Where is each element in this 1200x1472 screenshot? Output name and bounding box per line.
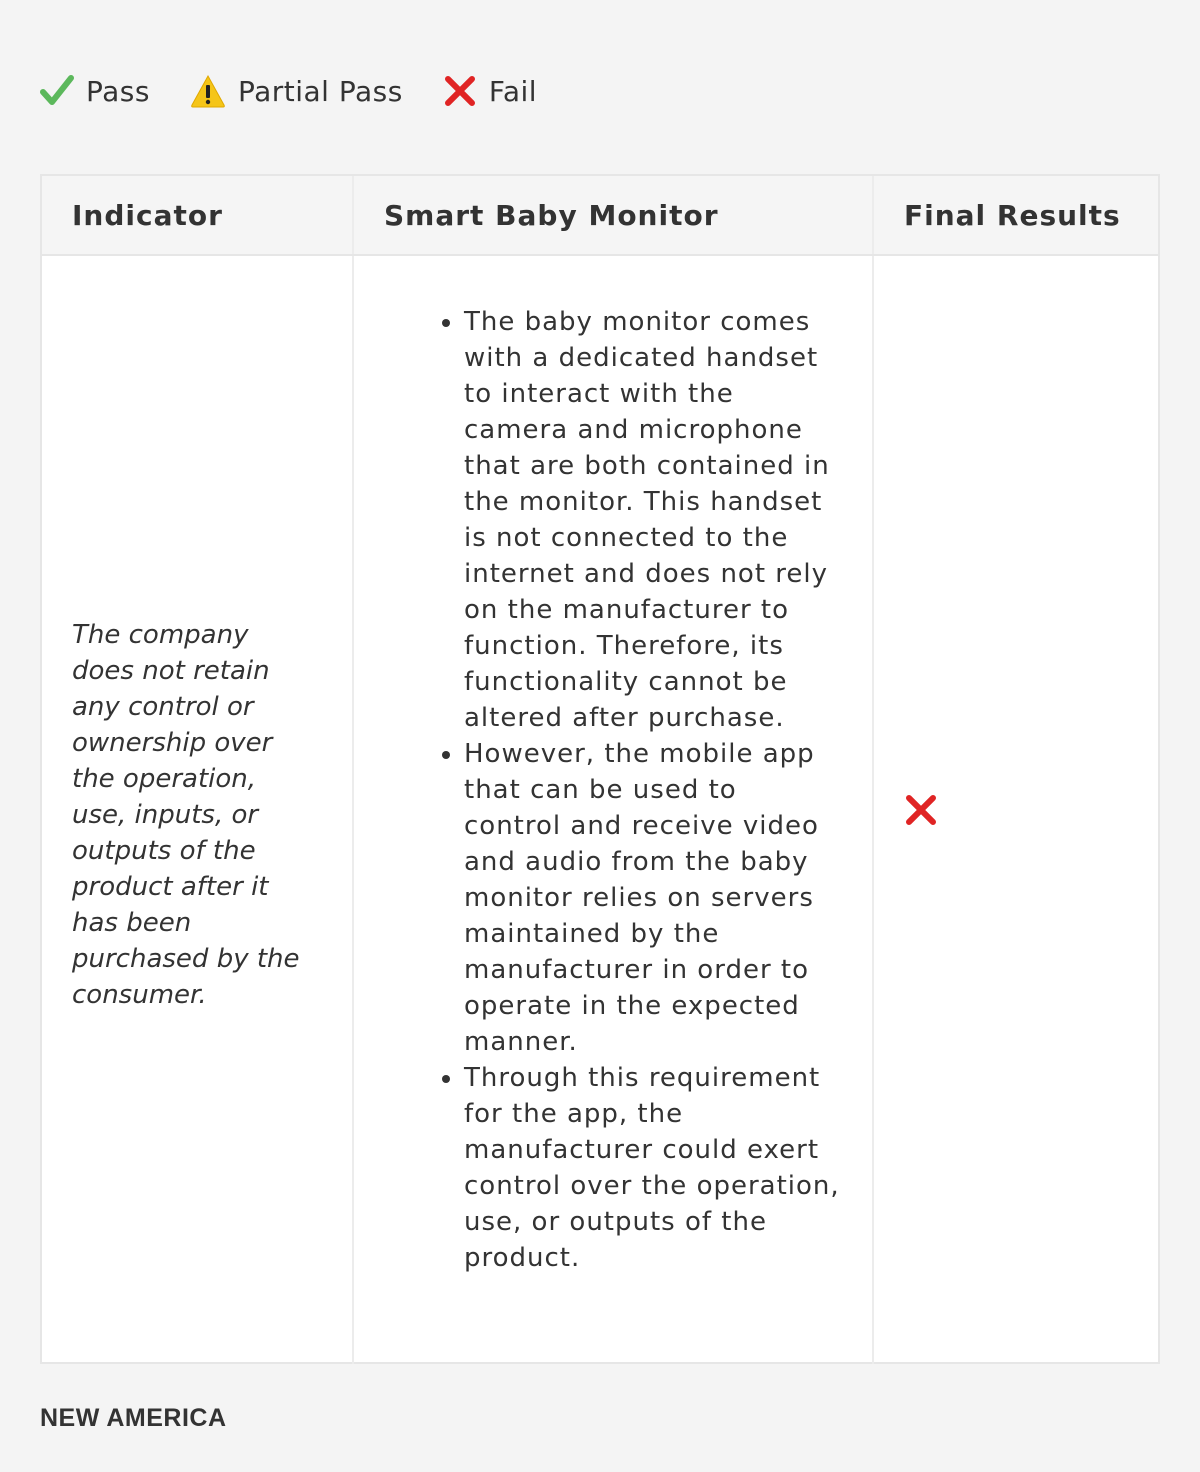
table-row <box>42 256 1158 1364</box>
table-header <box>42 176 1158 256</box>
header-indicator: Indicator <box>42 176 354 254</box>
check-icon <box>40 74 74 108</box>
legend-pass <box>40 74 150 108</box>
legend-pass-label: Pass <box>86 74 150 108</box>
details-list <box>384 304 842 1276</box>
legend-partial <box>190 74 403 108</box>
list-item: • Through this requirement for the app, the manufacturer could exert control over the operation, use, or outputs of the product. <box>464 1060 842 1276</box>
x-icon <box>443 74 477 108</box>
legend-partial-label: Partial Pass <box>237 74 403 108</box>
warning-icon <box>190 74 226 108</box>
list-item: • However, the mobile app that can be used to control and receive video and audio from the baby monitor relies on servers maintained by the manufacturer in order to operate in the expected manner. <box>464 736 842 1060</box>
header-final-results: Final Results <box>904 198 1121 232</box>
legend-fail-label: Fail <box>488 74 538 108</box>
final-result-cell <box>874 256 1158 1364</box>
indicator-text: The company does not retain any control or ownership over the operation, use, inputs, or outputs of the product after it has been purchased by the consumer. <box>72 620 300 1010</box>
results-table <box>40 174 1160 1364</box>
legend-fail <box>443 74 537 108</box>
list-item: • The baby monitor comes with a dedicated handset to interact with the camera and microphone that are both contained in the monitor. This handset is not connected to the internet and does not rely on the manufacturer to function. Therefore, its functionality cannot be altered after purchase. <box>464 304 842 736</box>
x-icon <box>904 793 938 827</box>
details-cell <box>354 256 874 1364</box>
indicator-cell <box>42 256 354 1364</box>
footer-brand: NEW AMERICA <box>40 1404 227 1432</box>
legend <box>40 74 577 108</box>
header-product: Smart Baby Monitor <box>354 176 874 254</box>
